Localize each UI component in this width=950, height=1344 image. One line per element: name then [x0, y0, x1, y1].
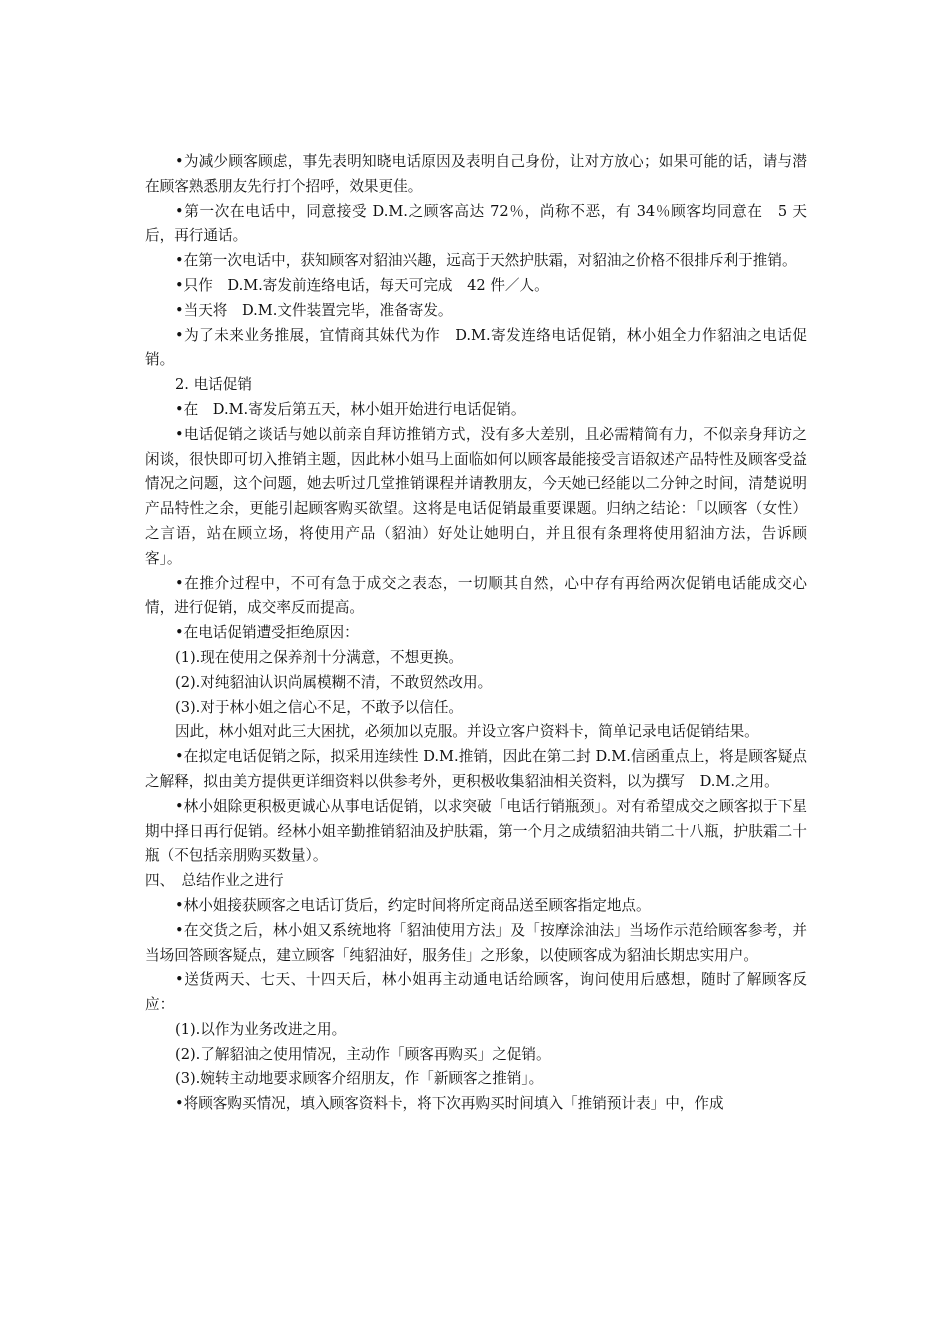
- paragraph: 因此，林小姐对此三大困扰，必须加以克服。并设立客户资料卡，简单记录电话促销结果。: [175, 723, 759, 741]
- list-item: (2).对纯貂油认识尚属模糊不清，不敢贸然改用。: [175, 673, 493, 691]
- paragraph: •为了未来业务推展，宜情商其妹代为作 D.M.寄发连络电话促销，林小姐全力作貂油之电话促销。: [145, 326, 807, 369]
- paragraph: •在拟定电话促销之际，拟采用连续性 D.M.推销，因此在第二封 D.M.信函重点上，将是顾客疑点之解释，拟由美方提供更详细资料以供参考外，更积极收集貂油相关资料，以为撰写 D.M.之用。: [145, 748, 807, 790]
- paragraph: •送货两天、七天、十四天后，林小姐再主动通电话给顾客，询问使用后感想，随时了解顾客反应：: [145, 971, 807, 1014]
- paragraph: •在 D.M.寄发后第五天，林小姐开始进行电话促销。: [175, 400, 526, 418]
- paragraph: •电话促销之谈话与她以前亲自拜访推销方式，没有多大差别，且必需精简有力，不似亲身拜访之闲谈，很快即可切入推销主题，因此林小姐马上面临如何以顾客最能接受言语叙述产品特性及顾客受益情况之问题，这个问题，她去听过几堂推销课程并请教朋友，今天她已经能以二分钟之时间，清楚说明产品特性之余，更能引起顾客购买欲望。这将是电话促销最重要课题。归纳之结论：「以顾客（女性）之言语，站在顾立场，将使用产品（貂油）好处让她明白，并且很有条理将使用貂油方法，告诉顾客」。: [145, 425, 807, 567]
- paragraph: •只作 D.M.寄发前连络电话，每天可完成 42 件／人。: [175, 276, 549, 294]
- paragraph: •在交货之后，林小姐又系统地将「貂油使用方法」及「按摩涂油法」当场作示范给顾客参考，并当场回答顾客疑点，建立顾客「纯貂油好，服务佳」之形象，以使顾客成为貂油长期忠实用户。: [145, 921, 807, 964]
- paragraph: •当天将 D.M.文件装置完毕，准备寄发。: [175, 301, 453, 319]
- paragraph: •第一次在电话中，同意接受 D.M.之顾客高达 72％，尚称不恶，有 34％顾客均同意在 5 天后，再行通话。: [145, 202, 807, 245]
- paragraph: •在电话促销遭受拒绝原因：: [175, 624, 359, 642]
- document-body: [145, 150, 807, 1117]
- list-item: (3).婉转主动地要求顾客介绍朋友，作「新顾客之推销」。: [175, 1070, 544, 1088]
- list-item: (3).对于林小姐之信心不足，不敢予以信任。: [175, 698, 464, 716]
- paragraph: •为减少顾客顾虑，事先表明知晓电话原因及表明自己身份，让对方放心；如果可能的话，请与潜在顾客熟悉朋友先行打个招呼，效果更佳。: [145, 153, 807, 195]
- section-heading: 2. 电话促销: [175, 376, 252, 394]
- list-item: (1).以作为业务改进之用。: [175, 1020, 347, 1038]
- list-item: (1).现在使用之保养剂十分满意，不想更换。: [175, 648, 464, 666]
- paragraph: •林小姐除更积极更诚心从事电话促销，以求突破「电话行销瓶颈」。对有希望成交之顾客拟于下星期中择日再行促销。经林小姐辛勤推销貂油及护肤霜，第一个月之成绩貂油共销二十八瓶，护肤霜二十瓶（不包括亲朋购买数量）。: [145, 797, 807, 865]
- paragraph: •在第一次电话中，获知顾客对貂油兴趣，远高于天然护肤霜，对貂油之价格不很排斥利于推销。: [175, 252, 797, 270]
- paragraph: •在推介过程中，不可有急于成交之表态，一切顺其自然，心中存有再给两次促销电话能成交心情，进行促销，成交率反而提高。: [145, 574, 807, 617]
- list-item: (2).了解貂油之使用情况，主动作「顾客再购买」之促销。: [175, 1045, 551, 1063]
- section-heading: 四、 总结作业之进行: [145, 872, 284, 890]
- paragraph: •林小姐接获顾客之电话订货后，约定时间将所定商品送至顾客指定地点。: [175, 896, 651, 914]
- paragraph: •将顾客购买情况，填入顾客资料卡，将下次再购买时间填入「推销预计表」中，作成: [175, 1095, 724, 1113]
